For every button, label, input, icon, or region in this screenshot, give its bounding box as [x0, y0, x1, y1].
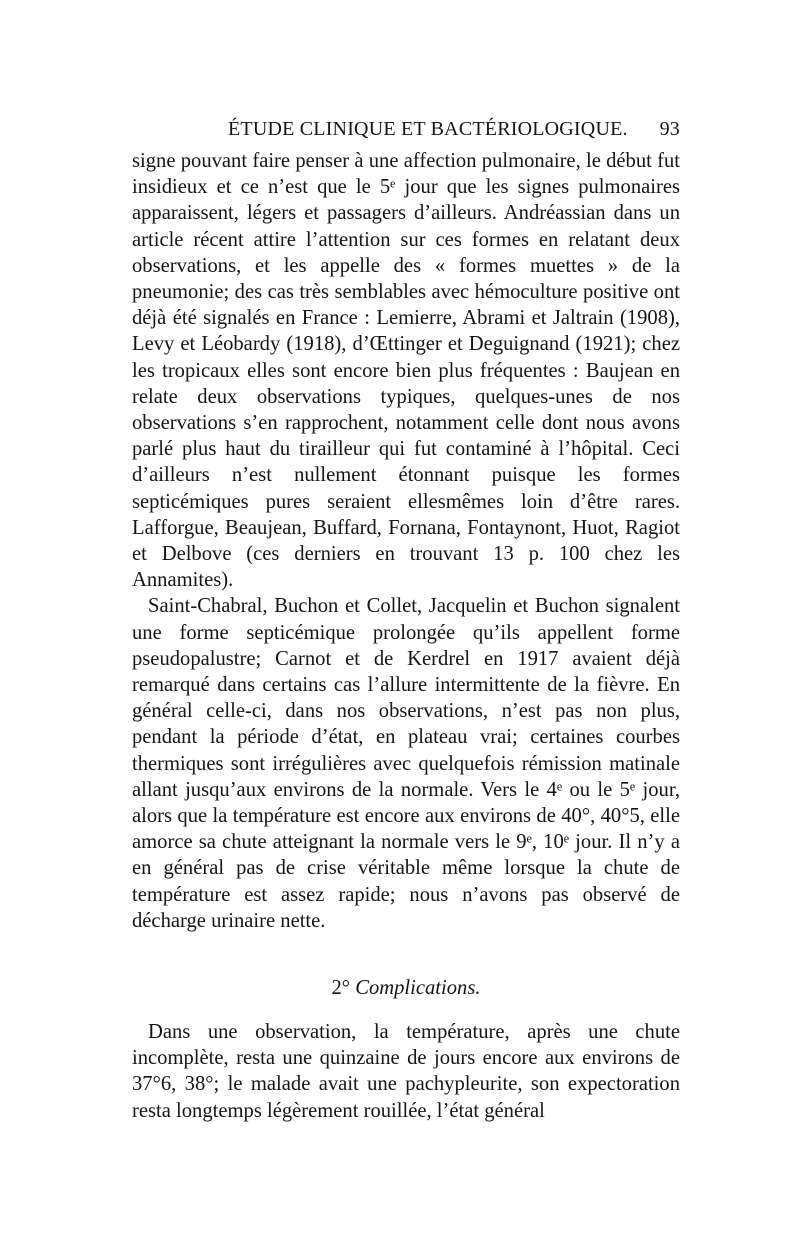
- body-text-block: [132, 148, 680, 934]
- paragraph-complications: Dans une observation, la température, après une chute incomplète, resta une quinzaine de jours encore aux environs de 37°6, 38°; le malade avait une pachypleurite, son expectoration resta longtemps légèrement rouillée, l’état général: [132, 1021, 680, 1122]
- section-title: Complications.: [355, 977, 481, 999]
- paragraph-saint-chabral: Saint-Chabral, Buchon et Collet, Jacquelin et Buchon signalent une forme septicémique prolongée qu’ils appellent forme pseudopalustre; Carnot et de Kerdrel en 1917 avaient déjà remarqué dans certains cas l’allure intermittente de la fièvre. En général celle-ci, dans nos observations, n’est pas non plus, pendant la période d’état, en plateau vrai; certaines courbes thermiques sont irrégulières avec quelquefois rémission matinale allant jusqu’aux environs de la normale. Vers le 4ᵉ ou le 5ᵉ jour, alors que la température est encore aux environs de 40°, 40°5, elle amorce sa chute atteignant la normale vers le 9ᵉ, 10ᵉ jour. Il n’y a en général pas de crise véritable même lorsque la chute de température est assez rapide; nous n’avons pas observé de décharge urinaire nette.: [132, 595, 680, 932]
- section-number: 2°: [331, 977, 351, 999]
- paragraph-continued: signe pouvant faire penser à une affection pulmonaire, le début fut insidieux et ce n’est que le 5ᵉ jour que les signes pulmonaires apparaissent, légers et passagers d’ailleurs. Andréassian dans un article récent attire l’attention sur ces formes en relatant deux observations, et les appelle des « formes muettes » de la pneumonie; des cas très semblables avec hémoculture positive ont déjà été signalés en France : Lemierre, Abrami et Jaltrain (1908), Levy et Léobardy (1918), d’Œttinger et Deguignand (1921); chez les tropicaux elles sont encore bien plus fréquentes : Baujean en relate deux observations typiques, quelques-unes de nos observations s’en rapprochent, notamment celle dont nous avons parlé plus haut du tirailleur qui fut contaminé à l’hôpital. Ceci d’ailleurs n’est nullement étonnant puisque les formes septicémiques pures seraient ellesmêmes loin d’être rares. Lafforgue, Beaujean, Buffard, Fornana, Fontaynont, Huot, Ragiot et Delbove (ces derniers en trouvant 13 p. 100 chez les Annamites).: [132, 150, 680, 592]
- body-text-after-heading: [132, 1019, 680, 1124]
- page-number: 93: [659, 118, 680, 140]
- running-head: [132, 118, 680, 152]
- section-heading: [132, 975, 680, 1001]
- running-title: ÉTUDE CLINIQUE ET BACTÉRIOLOGIQUE.: [228, 118, 628, 140]
